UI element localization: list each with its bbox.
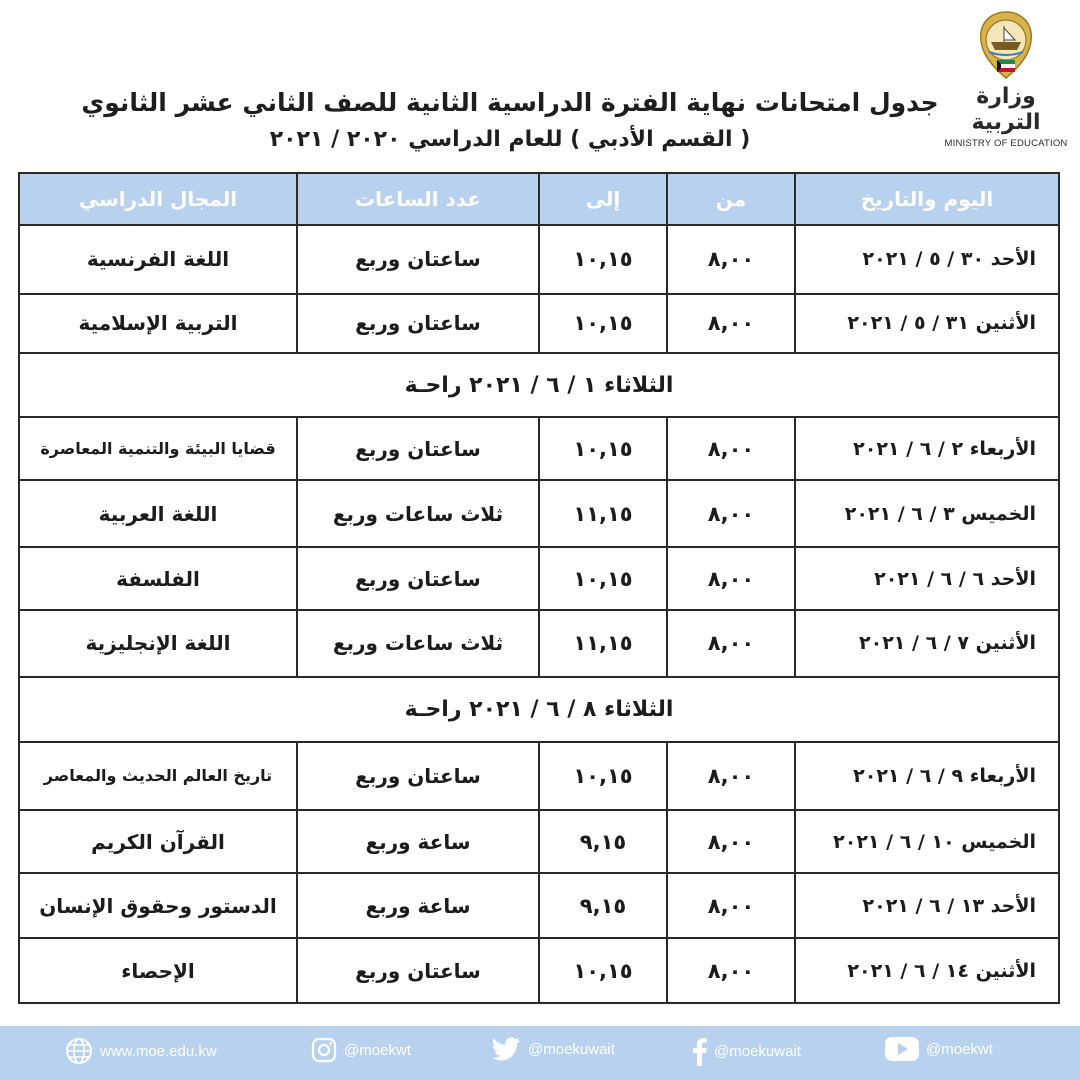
- cell-subject: الفلسفة: [19, 547, 297, 610]
- cell-to: ١١,١٥: [539, 610, 667, 677]
- table-row: [19, 610, 1059, 677]
- header-subject: المجال الدراسي: [19, 173, 297, 225]
- footer-twitter-text: @moekuwait: [528, 1040, 615, 1058]
- cell-subject: التربية الإسلامية: [19, 294, 297, 353]
- cell-from: ٨,٠٠: [667, 938, 795, 1003]
- header-day-date: اليوم والتاريخ: [795, 173, 1059, 225]
- table-row: [19, 938, 1059, 1003]
- cell-from: ٨,٠٠: [667, 480, 795, 547]
- footer-youtube-text: @moekwt: [926, 1040, 993, 1058]
- page-title: جدول امتحانات نهاية الفترة الدراسية الثانية للصف الثاني عشر الثانوي: [81, 88, 939, 117]
- table-header-row: [19, 173, 1059, 225]
- header-to: إلى: [539, 173, 667, 225]
- instagram-icon: [310, 1036, 338, 1064]
- cell-to: ٩,١٥: [539, 810, 667, 873]
- exam-schedule-table: [18, 172, 1060, 1004]
- cell-from: ٨,٠٠: [667, 742, 795, 811]
- cell-to: ١٠,١٥: [539, 938, 667, 1003]
- table-row: [19, 225, 1059, 294]
- cell-day: الأثنين ٧ / ٦ / ٢٠٢١: [795, 610, 1059, 677]
- cell-subject: اللغة الفرنسية: [19, 225, 297, 294]
- page-subtitle: ( القسم الأدبي ) للعام الدراسي ٢٠٢٠ / ٢٠٢١: [269, 127, 751, 152]
- cell-subject: اللغة الإنجليزية: [19, 610, 297, 677]
- table-row: [19, 873, 1059, 938]
- cell-hours: ساعتان وربع: [297, 417, 539, 480]
- header-hours: عدد الساعات: [297, 173, 539, 225]
- rest-day-row: [19, 353, 1059, 418]
- table-row: [19, 547, 1059, 610]
- cell-from: ٨,٠٠: [667, 417, 795, 480]
- cell-from: ٨,٠٠: [667, 225, 795, 294]
- cell-day: الأحد ١٣ / ٦ / ٢٠٢١: [795, 873, 1059, 938]
- table-row: [19, 417, 1059, 480]
- cell-hours: ساعتان وربع: [297, 294, 539, 353]
- kuwait-emblem-icon: [973, 8, 1039, 82]
- cell-subject: قضايا البيئة والتنمية المعاصرة: [19, 417, 297, 480]
- cell-from: ٨,٠٠: [667, 547, 795, 610]
- footer-instagram-link[interactable]: [310, 1036, 411, 1064]
- twitter-icon: [492, 1036, 522, 1062]
- cell-hours: ساعتان وربع: [297, 225, 539, 294]
- table-row: [19, 294, 1059, 353]
- cell-day: الخميس ١٠ / ٦ / ٢٠٢١: [795, 810, 1059, 873]
- cell-from: ٨,٠٠: [667, 873, 795, 938]
- cell-to: ١٠,١٥: [539, 417, 667, 480]
- cell-hours: ساعة وربع: [297, 873, 539, 938]
- cell-hours: ساعة وربع: [297, 810, 539, 873]
- footer-bar: [0, 1026, 1080, 1080]
- footer-twitter-link[interactable]: [492, 1036, 615, 1062]
- cell-subject: الإحصاء: [19, 938, 297, 1003]
- cell-hours: ساعتان وربع: [297, 547, 539, 610]
- footer-youtube-link[interactable]: [884, 1036, 993, 1062]
- cell-to: ٩,١٥: [539, 873, 667, 938]
- cell-from: ٨,٠٠: [667, 810, 795, 873]
- rest-day-cell: الثلاثاء ٨ / ٦ / ٢٠٢١ راحـة: [19, 677, 1059, 742]
- footer-facebook-text: @moekuwait: [714, 1042, 801, 1060]
- cell-to: ١٠,١٥: [539, 742, 667, 811]
- cell-from: ٨,٠٠: [667, 294, 795, 353]
- cell-day: الأحد ٣٠ / ٥ / ٢٠٢١: [795, 225, 1059, 294]
- youtube-icon: [884, 1036, 920, 1062]
- table-row: [19, 742, 1059, 811]
- ministry-logo: [940, 8, 1072, 149]
- facebook-icon: [690, 1036, 708, 1066]
- cell-hours: ثلاث ساعات وربع: [297, 610, 539, 677]
- ministry-name-english: MINISTRY OF EDUCATION: [944, 138, 1068, 149]
- cell-subject: اللغة العربية: [19, 480, 297, 547]
- cell-to: ١٠,١٥: [539, 547, 667, 610]
- footer-instagram-text: @moekwt: [344, 1041, 411, 1059]
- cell-to: ١١,١٥: [539, 480, 667, 547]
- footer-website-text: www.moe.edu.kw: [100, 1042, 217, 1060]
- cell-hours: ثلاث ساعات وربع: [297, 480, 539, 547]
- cell-day: الأربعاء ٢ / ٦ / ٢٠٢١: [795, 417, 1059, 480]
- cell-to: ١٠,١٥: [539, 225, 667, 294]
- cell-day: الأحد ٦ / ٦ / ٢٠٢١: [795, 547, 1059, 610]
- header-from: من: [667, 173, 795, 225]
- cell-day: الأثنين ٣١ / ٥ / ٢٠٢١: [795, 294, 1059, 353]
- cell-subject: القرآن الكريم: [19, 810, 297, 873]
- table-row: [19, 810, 1059, 873]
- cell-hours: ساعتان وربع: [297, 742, 539, 811]
- cell-day: الخميس ٣ / ٦ / ٢٠٢١: [795, 480, 1059, 547]
- rest-day-row: [19, 677, 1059, 742]
- cell-subject: تاريخ العالم الحديث والمعاصر: [19, 742, 297, 811]
- cell-from: ٨,٠٠: [667, 610, 795, 677]
- cell-day: الأثنين ١٤ / ٦ / ٢٠٢١: [795, 938, 1059, 1003]
- cell-day: الأربعاء ٩ / ٦ / ٢٠٢١: [795, 742, 1059, 811]
- ministry-name-arabic: وزارة التربية: [971, 84, 1041, 135]
- cell-to: ١٠,١٥: [539, 294, 667, 353]
- footer-website-link[interactable]: [64, 1036, 217, 1066]
- footer-facebook-link[interactable]: [690, 1036, 801, 1066]
- cell-hours: ساعتان وربع: [297, 938, 539, 1003]
- globe-icon: [64, 1036, 94, 1066]
- cell-subject: الدستور وحقوق الإنسان: [19, 873, 297, 938]
- table-row: [19, 480, 1059, 547]
- rest-day-cell: الثلاثاء ١ / ٦ / ٢٠٢١ راحـة: [19, 353, 1059, 418]
